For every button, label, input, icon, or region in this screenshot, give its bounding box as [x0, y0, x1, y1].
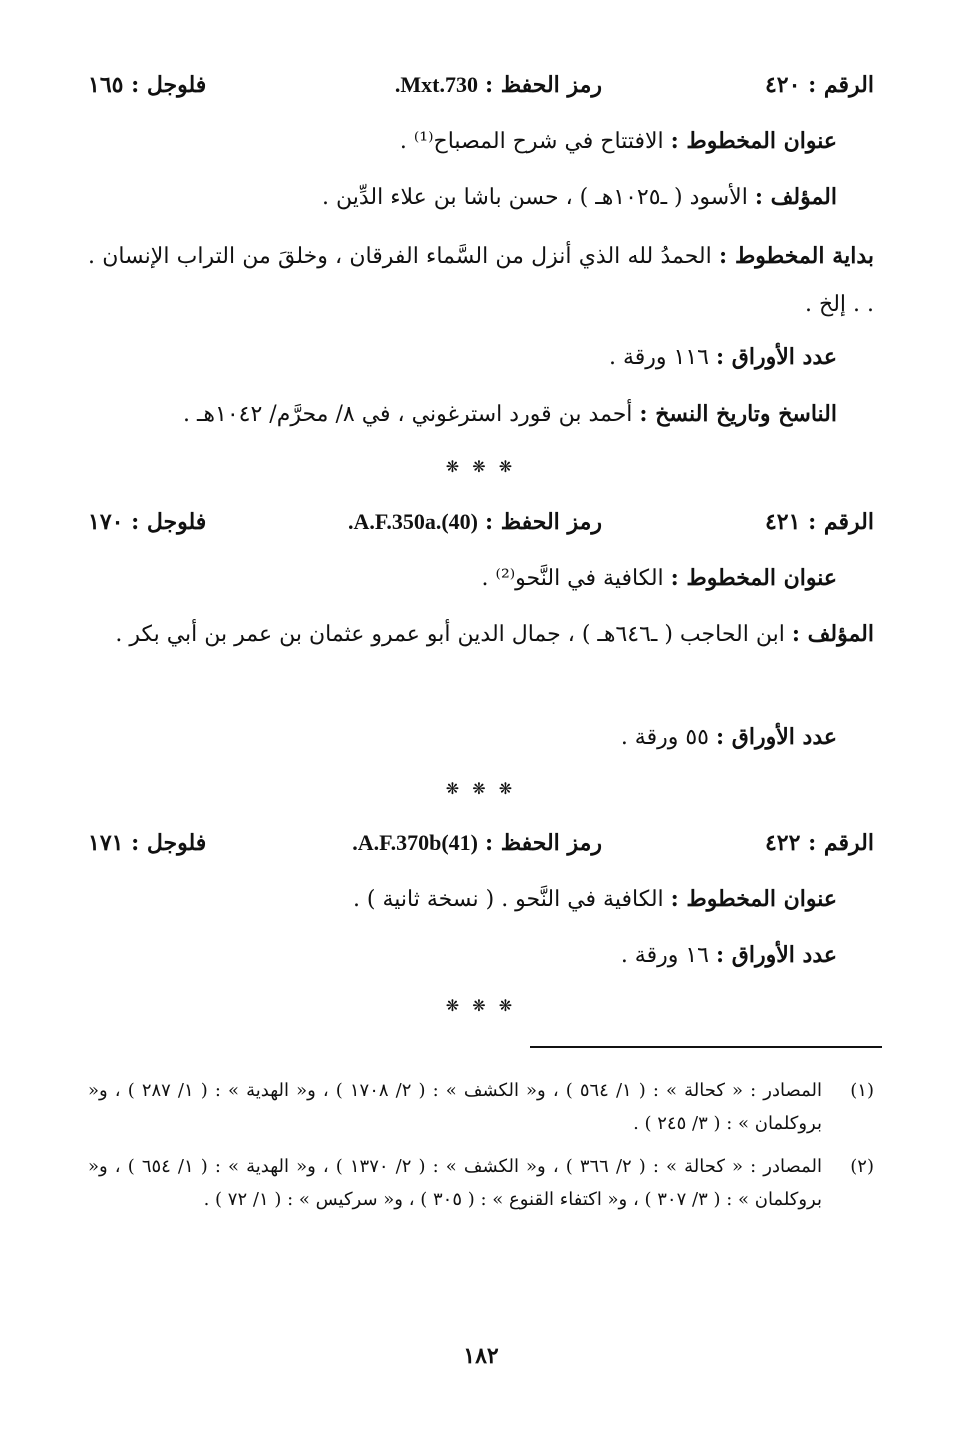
shelf-mark — [395, 70, 602, 101]
flugel-reference: فلوجل : ١٦٥ — [88, 72, 207, 98]
field-value: ٥٥ ورقة . — [620, 725, 709, 750]
entry-number: الرقم : ٤٢١ — [764, 509, 874, 535]
shelf-mark-code: .A.F.370b(41) — [352, 830, 478, 855]
field-label: عنوان المخطوط : — [670, 128, 837, 154]
entry-number: الرقم : ٤٢٢ — [764, 830, 874, 856]
section-separator: ❋ ❋ ❋ — [445, 996, 517, 1015]
author — [88, 610, 874, 659]
footnote-number: (١) — [850, 1080, 874, 1101]
field-label: عدد الأوراق : — [716, 344, 837, 370]
shelf-mark — [348, 507, 602, 538]
field-value: ١٦ ورقة . — [620, 943, 709, 968]
field-value: الحمدُ لله الذي أنزل من السَّماء الفرقان ، وخلقَ من التراب الإنسان . . . إلخ . — [88, 244, 874, 317]
footnote-rule — [530, 1046, 882, 1048]
field-label: المؤلف : — [754, 184, 837, 210]
manuscript-title — [400, 126, 837, 157]
manuscript-incipit — [88, 232, 874, 329]
field-value: الأسود ( ـ١٠٢٥هـ ) ، حسن باشا بن علاء الدِّين . — [321, 185, 748, 210]
field-value: الكافية في النَّحو . ( نسخة ثانية ) . — [352, 887, 664, 912]
footnote-number: (٢) — [850, 1156, 874, 1177]
section-separator: ❋ ❋ ❋ — [445, 457, 517, 476]
footnote — [88, 1074, 874, 1140]
field-label: عدد الأوراق : — [716, 942, 837, 968]
leaf-count — [621, 940, 837, 971]
manuscript-title — [482, 563, 837, 594]
flugel-reference: فلوجل : ١٧١ — [88, 830, 207, 856]
shelf-mark-code: .A.F.350a.(40) — [348, 509, 478, 534]
field-label: بداية المخطوط : — [718, 243, 874, 269]
footnote-text: المصادر : « كحالة » : ( ١/ ٥٦٤ ) ، و« الكشف » : ( ٢/ ١٧٠٨ ) ، و« الهدية » : ( ١/ ٢٨٧ ) ، و« بروكلمان » : ( ٣/ ٢٤٥ ) . — [88, 1080, 822, 1134]
field-value: ١١٦ ورقة . — [609, 345, 709, 370]
field-label: عنوان المخطوط : — [670, 886, 837, 912]
field-label: المؤلف : — [791, 621, 874, 647]
entry-number: الرقم : ٤٢٠ — [764, 72, 874, 98]
shelf-mark-label: رمز الحفظ : — [484, 72, 602, 98]
footnote-text: المصادر : « كحالة » : ( ٢/ ٣٦٦ ) ، و« الكشف » : ( ٢/ ١٣٧٠ ) ، و« الهدية » : ( ١/ ٦٥٤ ) ، و« بروكلمان » : ( ٣/ ٣٠٧ ) ، و« اكتفاء القنوع » : ( ٣٠٥ ) ، و« سركيس » : ( ١/ ٧٢ ) . — [88, 1156, 822, 1210]
copyist-and-date — [183, 399, 837, 430]
shelf-mark-label: رمز الحفظ : — [484, 509, 602, 535]
field-value: أحمد بن قورد استرغوني ، في ٨/ محرَّم/ ١٠٤٢هـ . — [183, 402, 633, 427]
author — [322, 182, 837, 213]
shelf-mark-code: .Mxt.730 — [394, 72, 478, 97]
field-label: الناسخ وتاريخ النسخ : — [639, 401, 837, 427]
leaf-count — [609, 342, 837, 373]
footnote — [88, 1150, 874, 1216]
section-separator: ❋ ❋ ❋ — [445, 779, 517, 798]
shelf-mark-label: رمز الحفظ : — [484, 830, 602, 856]
field-label: عنوان المخطوط : — [670, 565, 837, 591]
page-number: ١٨٢ — [463, 1343, 499, 1369]
manuscript-title — [353, 884, 837, 915]
field-value: الافتتاح في شرح المصباح⁽¹⁾ . — [399, 129, 664, 154]
field-value: ابن الحاجب ( ـ٦٤٦هـ ) ، جمال الدين أبو عمرو عثمان بن عمر بن أبي بكر . — [115, 622, 785, 647]
field-label: عدد الأوراق : — [716, 724, 837, 750]
leaf-count — [621, 722, 837, 753]
flugel-reference: فلوجل : ١٧٠ — [88, 509, 207, 535]
field-value: الكافية في النَّحو⁽²⁾ . — [481, 566, 664, 591]
shelf-mark — [352, 828, 602, 859]
